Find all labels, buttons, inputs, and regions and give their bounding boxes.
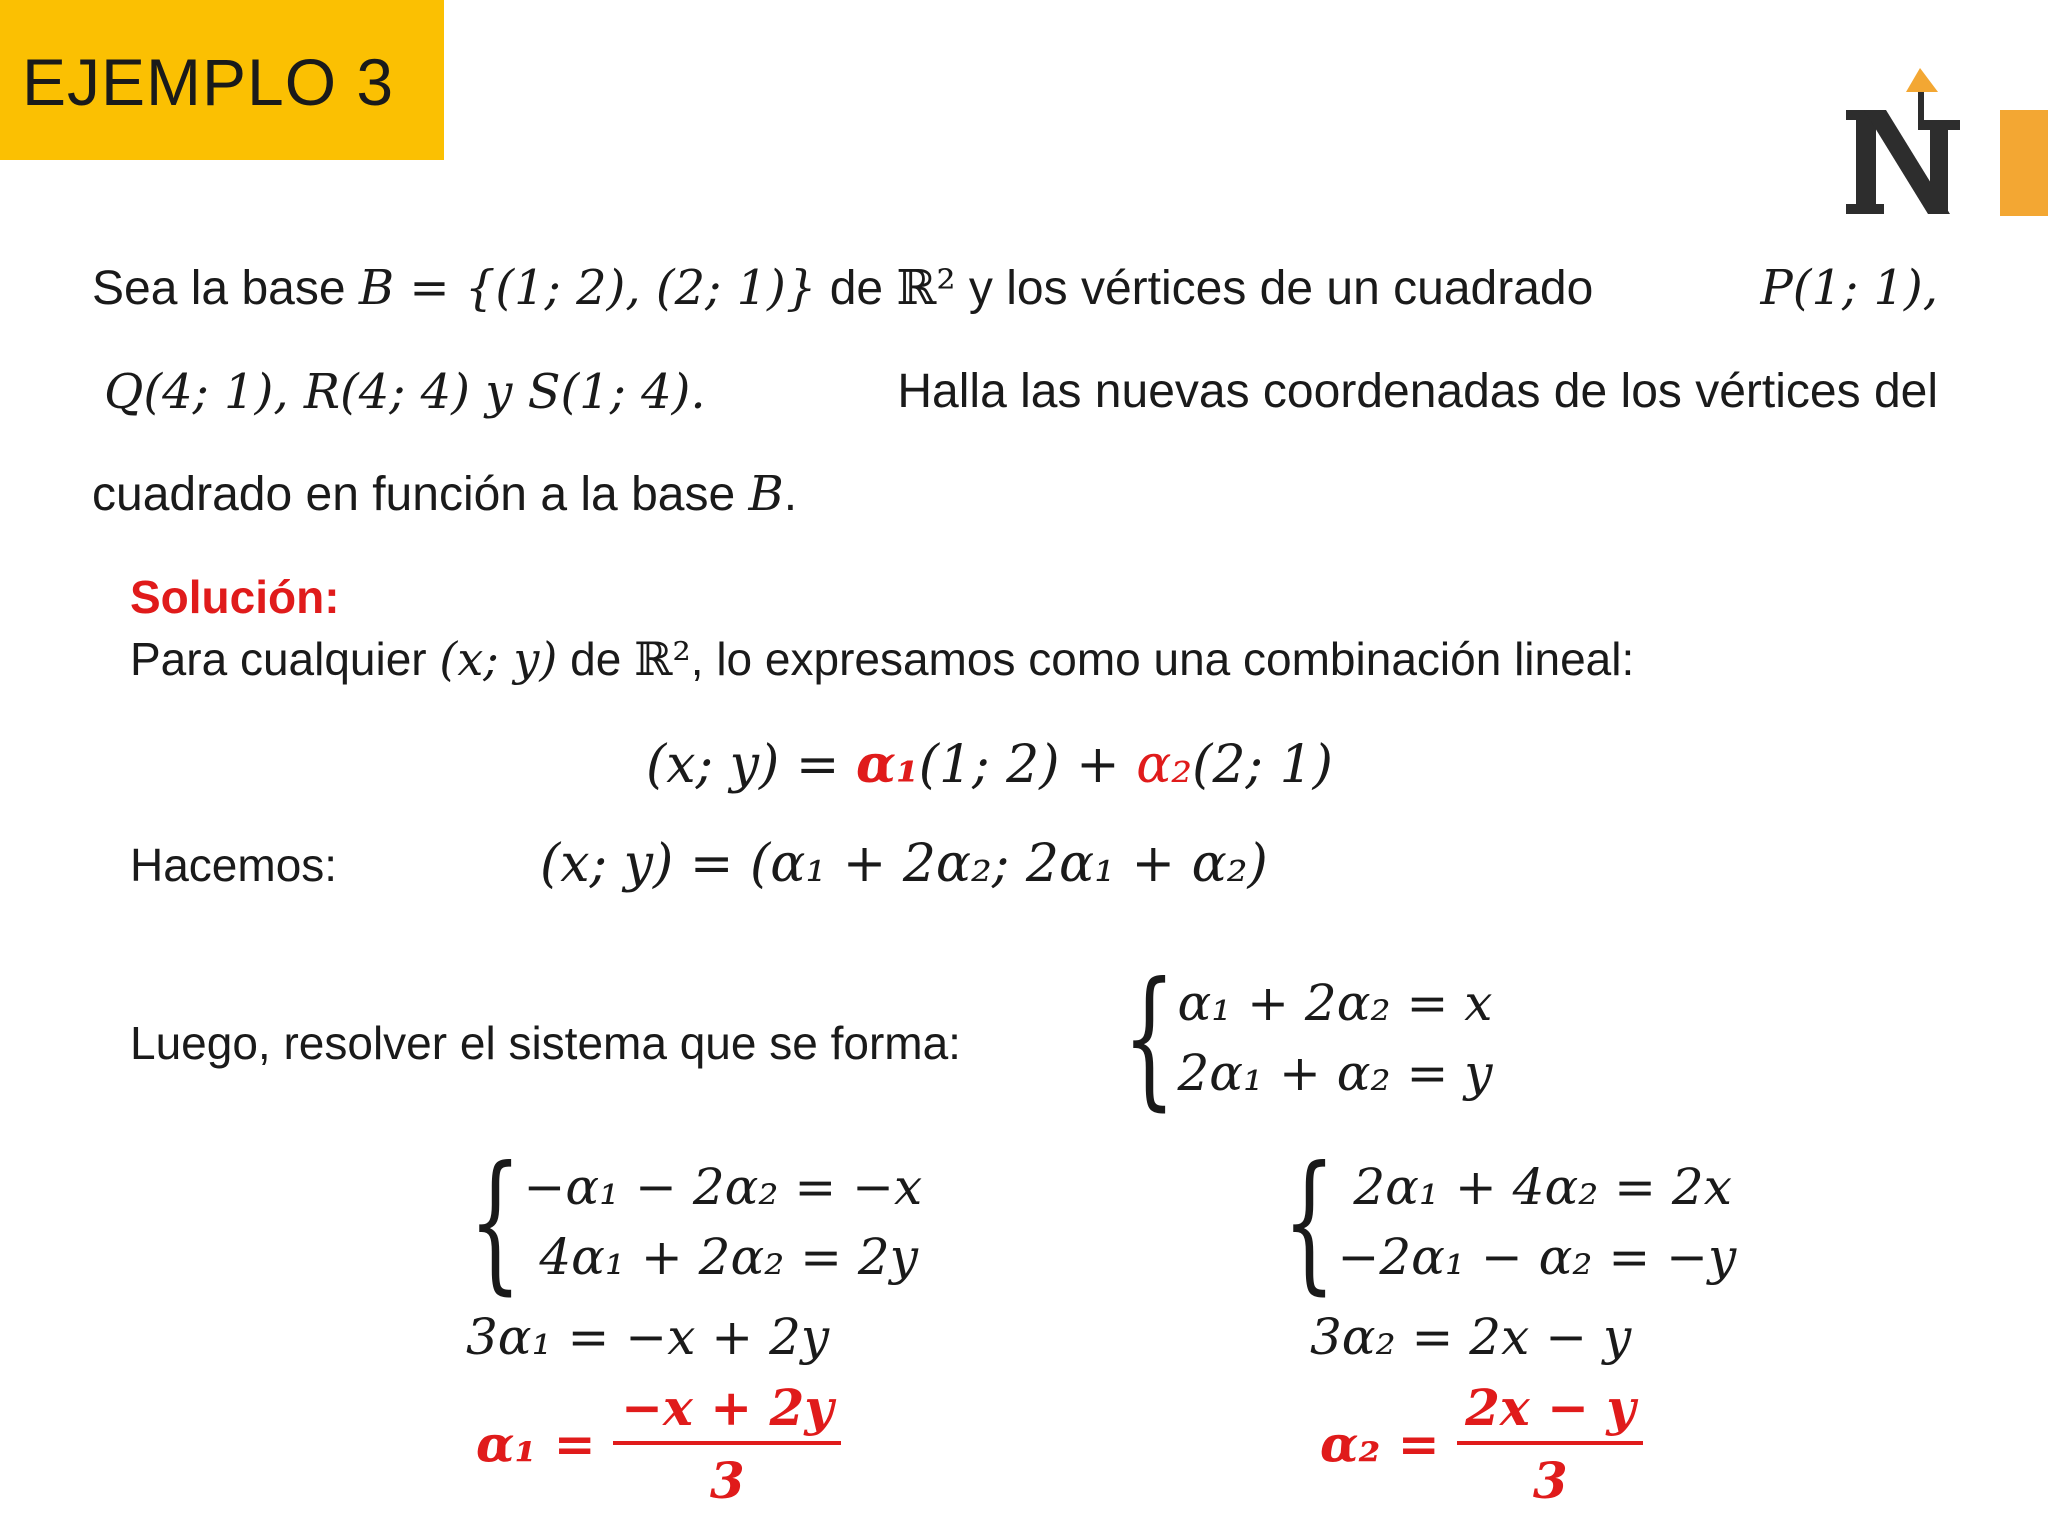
expanded-equation: (x; y) = (α₁ + 2α₂; 2α₁ + α₂) [540,834,1268,894]
fraction-denominator: 3 [1532,1451,1568,1510]
point-p: P(1; 1), [1760,260,1938,316]
right-system [1240,1135,1737,1309]
problem-line-2 [104,364,1938,420]
points-qrs: Q(4; 1), R(4; 4) y S(1; 4). [104,364,706,420]
problem-line-3: cuadrado en función a la base B. [92,466,798,522]
fraction-denominator: 3 [709,1451,745,1510]
problem-line-1 [92,260,1938,316]
fraction-numerator: −x + 2y [613,1378,841,1445]
brace-icon: { [1122,951,1176,1125]
system-row: α₁ + 2α₂ = x [1177,974,1493,1032]
system-row: −2α₁ − α₂ = −y [1337,1228,1737,1286]
slide-title: EJEMPLO 3 [22,45,395,119]
problem-text: Halla las nuevas coordenadas de los vértices del [897,365,1938,418]
accent-bar [2000,110,2048,216]
problem-text: Sea la base B = {(1; 2), (2; 1)} de ℝ² y los vértices de un cuadrado [92,260,1594,316]
right-sum: 3α₂ = 2x − y [1310,1308,1632,1366]
system-row: 2α₁ + α₂ = y [1177,1044,1493,1102]
brace-icon: { [1282,1135,1336,1309]
n-logo-icon [1842,62,1962,220]
solution-intro: Para cualquier (x; y) de ℝ², lo expresamos como una combinación lineal: [130,632,1635,686]
system-row: 4α₁ + 2α₂ = 2y [523,1228,918,1286]
fraction-numerator: 2x − y [1457,1378,1643,1445]
solution-heading: Solución: [130,571,340,623]
left-sum: 3α₁ = −x + 2y [466,1308,830,1366]
alpha2-result: α₂ = $\frac{2x - y}{3}$ [1320,1378,1643,1510]
brace-icon: { [468,1135,522,1309]
system-row: 2α₁ + 4α₂ = 2x [1337,1158,1732,1216]
alpha1-result: α₁ = $\frac{-x + 2y}{3}$ [476,1378,841,1510]
system-row: −α₁ − 2α₂ = −x [523,1158,923,1216]
left-system [426,1135,923,1309]
luego-label: Luego, resolver el sistema que se forma: [130,1017,961,1069]
main-system [1080,951,1493,1125]
linear-combination-equation: (x; y) = α₁(1; 2) + α₂(2; 1) [646,734,1333,795]
hacemos-label: Hacemos: [130,839,338,891]
